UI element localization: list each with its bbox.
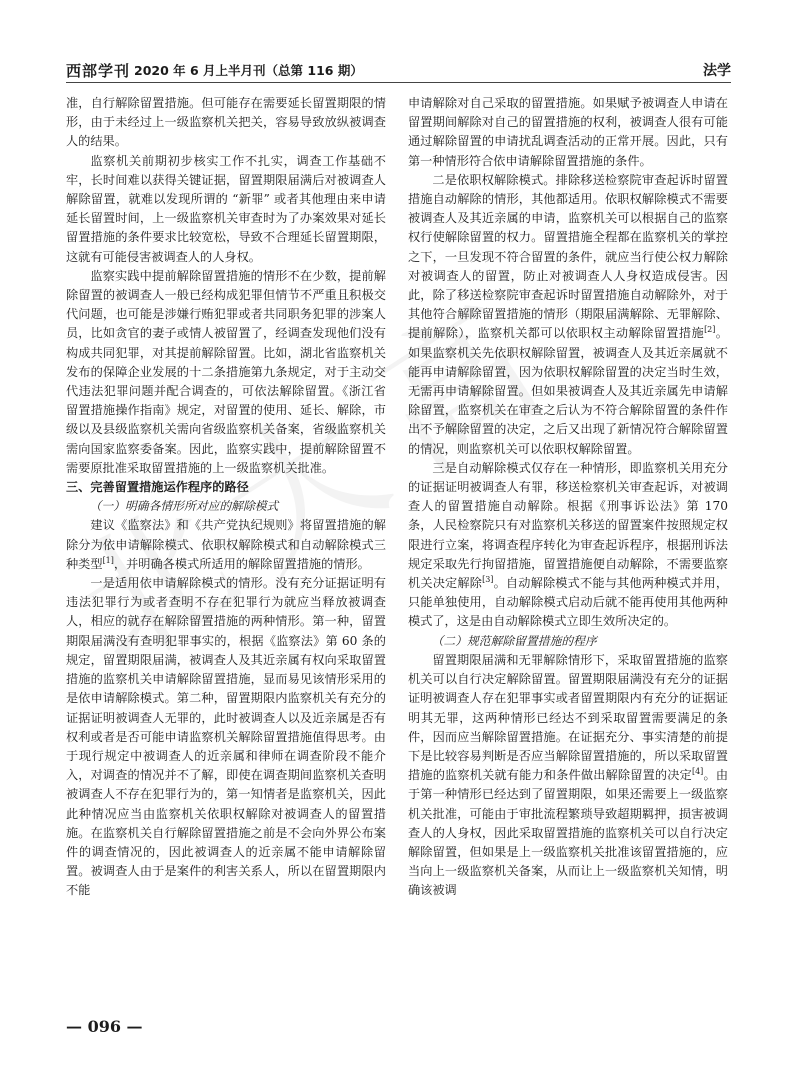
paragraph-text-tail: ，并明确各模式所适用的解除留置措施的情形。: [113, 556, 370, 571]
subsection-heading: [408, 632, 728, 651]
paragraph-text: 三、完善留置措施运作程序的路径: [66, 480, 249, 495]
citation-marker: [1]: [102, 555, 114, 565]
paragraph-text: 留置期限届满和无罪解除情形下，采取留置措施的监察机关可以自行决定解除留置。留置期限届满没有充分的证据证明被调查人存在犯罪事实或者留置期限内有充分的证据证明其无罪，这两种情形已经达不到采取留置需要满足的条件，因而应当解除留置措施。在证据充分、事实清楚的前提下是比较容易判断是否应当解除留置措施的，所以采取留置措施的监察机关就有能力和条件做出解除留置的决定: [408, 652, 728, 783]
paragraph-text: 申请解除对自己采取的留置措施。如果赋予被调查人申请在留置期间解除对自己的留置措施的权利，被调查人很有可能通过解除留置的申请扰乱调查活动的正常开展。因此，只有第一种情形符合依申请解除留置措施的条件。: [408, 96, 728, 168]
body-paragraph: [66, 267, 386, 478]
paragraph-text: 三是自动解除模式仅存在一种情形，即监察机关用充分的证据证明被调查人有罪，移送检察机关审查起诉，对被调查人的留置措施自动解除。根据《刑事诉讼法》第 170 条，人民检察院只有对监察机关移送的留置案件按照规定权限进行立案，将调查程序转化为审查起诉程序，根据刑诉法规定采取先行拘留措施，留置措施便自动解除，不需要监察机关决定解除: [408, 460, 728, 591]
citation-marker: [4]: [691, 767, 704, 777]
paragraph-text-tail: 。由于第一种情形已经达到了留置期限，如果还需要上一级监察机关批准，可能由于审批流程繁琐导致超期羁押，损害被调查人的人身权，因此采取留置措施的监察机关可以自行决定解除留置，但如果是上一级监察机关批准该留置措施的，应当向上一级监察机关备案，从而让上一级监察机关知情，明确该被调: [408, 768, 728, 898]
body-paragraph: [66, 152, 386, 267]
citation-marker: [3]: [482, 575, 494, 585]
paragraph-text: 准，自行解除留置措施。但可能存在需要延长留置期限的情形，由于未经过上一级监察机关把关，容易导致放纵被调查人的结果。: [66, 96, 386, 149]
paragraph-text: 监察实践中提前解除留置措施的情形不在少数，提前解除留置的被调查人一般已经构成犯罪但情节不严重且积极交代问题，也可能是涉嫌行贿犯罪或者共同职务犯罪的涉案人员，比如贪官的妻子或情人被留置了，经调查发现他们没有构成共同犯罪，对其提前解除留置。比如，湖北省监察机关发布的保障企业发展的十二条措施第九条规定，对于主动交代违法犯罪问题并配合调查的，可依法解除留置。《浙江省留置措施操作指南》规定，对留置的使用、延长、解除，市级以及县级监察机关需向省级监察机关备案，省级监察机关需向国家监察委备案。因此，监察实践中，提前解除留置不需要原批准采取留置措施的上一级监察机关批准。: [66, 268, 386, 475]
journal-logo: 西部学刊: [66, 62, 131, 80]
body-paragraph: [66, 574, 386, 900]
paragraph-text: （一）明确各情形所对应的解除模式: [89, 499, 279, 514]
section-heading: [66, 478, 386, 497]
paragraph-text: 一是适用依申请解除模式的情形。没有充分证据证明有违法犯罪行为或者查明不存在犯罪行为就应当释放被调查人，相应的就存在解除留置措施的两种情形。第一种，留置期限届满没有查明犯罪事实的，根据《监察法》第 60 条的规定，留置期限届满，被调查人及其近亲属有权向采取留置措施的监察机关申请解除留置措施，显而易见该情形采用的是依申请解除模式。第二种，留置期限内监察机关有充分的证据证明被调查人无罪的，此时被调查人以及近亲属是否有权利或者是否可能申请监察机关解除留置措施值得思考。由于现行规定中被调查人的近亲属和律师在调查阶段不能介入，对调查的情况并不了解，即使在调查期间监察机关查明被调查人不存在犯罪行为的，第一知情者是监察机关，因此此种情况应当由监察机关依职权解除对被调查人的留置措施。在监察机关自行解除留置措施之前是不会向外界公布案件的调查情况的，因此被调查人的近亲属不能申请解除留置。被调查人由于是案件的利害关系人，所以在留置期限内不能: [66, 576, 386, 898]
citation-marker: [2]: [704, 325, 716, 335]
body-paragraph: [408, 94, 728, 171]
body-paragraph: [66, 516, 386, 574]
running-header: [66, 58, 731, 83]
paragraph-text: 建议《监察法》和《共产党执纪规则》将留置措施的解除分为依申请解除模式、依职权解除模式和自动解除模式三种类型: [66, 518, 386, 571]
body-paragraph: [408, 459, 728, 632]
paragraph-text: 二是依职权解除模式。排除移送检察院审查起诉时留置措施自动解除的情形，其他都适用。依职权解除模式不需要被调查人及其近亲属的申请，监察机关可以根据自己的监察权行使解除留置的权力。留置措施全程都在监察机关的掌控之下，一旦发现不符合留置的条件，就应当行使公权力解除对被调查人的留置，防止对被调查人人身权造成侵害。因此，除了移送检察院审查起诉时留置措施自动解除外，对于其他符合解除留置措施的情形（期限届满解除、无罪解除、提前解除），监察机关都可以依职权主动解除留置措施: [408, 172, 728, 341]
body-paragraph: [408, 651, 728, 901]
left-column: [66, 94, 386, 1014]
body-paragraph: [66, 94, 386, 152]
section-name: 法学: [703, 63, 731, 79]
paragraph-text: 监察机关前期初步核实工作不扎实，调查工作基础不牢，长时间难以获得关键证据，留置期限届满后对被调查人解除留置，就难以发现所谓的 “新罪” 或者其他理由来申请延长留置时间，上一级监察机关审查时为了办案效果对延长留置措施的条件要求比较宽松，导致不合理延长留置期限，这就有可能侵害被调查人的人身权。: [66, 153, 386, 264]
page-number: — 096 —: [66, 1017, 143, 1036]
issue-info: 2020 年 6 月上半月刊（总第 116 期）: [134, 63, 363, 78]
body-paragraph: [408, 171, 728, 459]
paragraph-text-tail: 。自动解除模式不能与其他两种模式并用，只能单独使用，自动解除模式启动后就不能再使用其他两种模式了，这是由自动解除模式立即生效所决定的。: [408, 576, 728, 629]
paragraph-text-tail: 。如果监察机关先依职权解除留置，被调查人及其近亲属就不能再申请解除留置，因为依职权解除留置的决定当时生效，无需再申请解除留置。但如果被调查人及其近亲属先申请解除留置，监察机关在审查之后认为不符合解除留置的条件作出不予解除留置的决定，之后又出现了新情况符合解除留置的情况，则监察机关可以依职权解除留置。: [408, 326, 728, 456]
right-column: [408, 94, 728, 1014]
paragraph-text: （二）规范解除留置措施的程序: [431, 633, 597, 648]
subsection-heading: [66, 497, 386, 516]
